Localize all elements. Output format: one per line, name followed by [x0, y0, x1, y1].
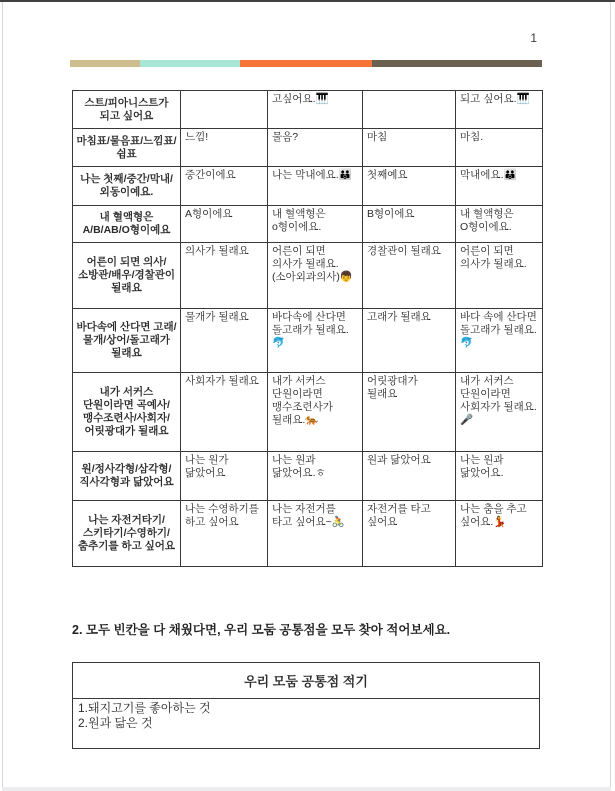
- table-cell: 경찰관이 될래요: [363, 243, 456, 309]
- table-cell: 물개가 될래요: [181, 309, 268, 373]
- table-row: [73, 699, 540, 749]
- row-header-cell: 나는 자전거타기/스키타기/수영하기/춤추기를 하고 싶어요: [73, 501, 181, 567]
- row-header-cell: 마침표/물음표/느낌표/쉼표: [73, 129, 181, 167]
- table-cell: 고싶어요.🎹: [268, 91, 363, 129]
- accent-bar-segment: [140, 60, 240, 67]
- table-row: [73, 206, 543, 243]
- table-cell: 바다속에 산다면 돌고래가 될래요.🐬: [268, 309, 363, 373]
- table-cell: 나는 원가 닮았어요: [181, 452, 268, 501]
- row-header-cell: 바다속에 산다면 고래/물개/상어/돌고래가 될래요: [73, 309, 181, 373]
- table-row: [73, 243, 543, 309]
- table-cell: 어른이 되면 의사가 될래요.: [456, 243, 543, 309]
- table-row: [73, 309, 543, 373]
- table-cell: 고래가 될래요: [363, 309, 456, 373]
- table-cell: 나는 원과 닮았어요.ㅎ: [268, 452, 363, 501]
- summary-table: [72, 662, 540, 749]
- table-cell: 마침.: [456, 129, 543, 167]
- table-cell: [181, 91, 268, 129]
- accent-bar-segment: [70, 60, 140, 67]
- table-row: [73, 91, 543, 129]
- table-row: [73, 501, 543, 567]
- table-cell: 내가 서커스 단원이라면 사회자가 될래요.🎤: [456, 373, 543, 452]
- table-cell: 막내에요.👪: [456, 167, 543, 206]
- table-cell: 바다 속에 산다면 돌고래가 될래요.🐬: [456, 309, 543, 373]
- row-header-cell: 내가 서커스 단원이라면 곡예사/맹수조련사/사회자/어릿광대가 될래요: [73, 373, 181, 452]
- row-header-cell: 내 혈액형은 A/B/AB/O형이예요: [73, 206, 181, 243]
- table-cell: 나는 자전거를 타고 싶어요~🚴: [268, 501, 363, 567]
- table-row: [73, 373, 543, 452]
- table-cell: 내가 서커스 단원이라면 맹수조련사가 될래요.🐅: [268, 373, 363, 452]
- table-cell: [363, 91, 456, 129]
- table-cell: 나는 수영하기를 하고 싶어요: [181, 501, 268, 567]
- table-cell: A형이에요: [181, 206, 268, 243]
- table-cell: B형이에요: [363, 206, 456, 243]
- table-cell: 사회자가 될래요: [181, 373, 268, 452]
- table-cell: 자전거를 타고 싶어요: [363, 501, 456, 567]
- summary-line: 2.원과 닮은 것: [78, 716, 153, 730]
- table-cell: 되고 싶어요.🎹: [456, 91, 543, 129]
- row-header-cell: 원/정사각형/삼각형/직사각형과 닮았어요: [73, 452, 181, 501]
- table-cell: 원과 닮았어요: [363, 452, 456, 501]
- summary-table-title: 우리 모둠 공통점 적기: [73, 663, 540, 699]
- summary-table-body: [73, 699, 540, 749]
- row-header-cell: 나는 첫째/중간/막내/외동이예요.: [73, 167, 181, 206]
- row-header-cell: 스트/피아니스트가 되고 싶어요: [73, 91, 181, 129]
- table-row: [73, 167, 543, 206]
- page-edge-bottom: [2, 787, 611, 791]
- table-cell: 내 혈액형은 o형이에요.: [268, 206, 363, 243]
- table-cell: 마침: [363, 129, 456, 167]
- table-cell: 물음?: [268, 129, 363, 167]
- table-row: [73, 129, 543, 167]
- table-cell: 어릿광대가 될래요: [363, 373, 456, 452]
- table-cell: 중간이에요: [181, 167, 268, 206]
- section-heading: 2. 모두 빈칸을 다 채웠다면, 우리 모둠 공통점을 모두 찾아 적어보세요.: [72, 623, 451, 637]
- page-number: 1: [530, 31, 537, 45]
- table-cell: 의사가 될래요: [181, 243, 268, 309]
- bingo-table: [72, 90, 543, 567]
- page-edge-left: [2, 2, 3, 791]
- page-edge-right: [610, 2, 611, 791]
- table-cell: 어른이 되면 의사가 될래요.(소아외과의사)👦: [268, 243, 363, 309]
- accent-bar-segment: [240, 60, 372, 67]
- table-cell: 나는 원과 닮았어요.: [456, 452, 543, 501]
- table-cell: 첫째예요: [363, 167, 456, 206]
- table-row: [73, 452, 543, 501]
- summary-line: 1.돼지고기를 좋아하는 것: [78, 701, 211, 715]
- accent-bar: [70, 60, 542, 67]
- row-header-cell: 어른이 되면 의사/소방관/배우/경찰관이 될래요: [73, 243, 181, 309]
- table-cell: 느낌!: [181, 129, 268, 167]
- table-cell: 내 혈액형은 O형이에요.: [456, 206, 543, 243]
- table-cell: 나는 춤을 추고 싶어요.💃: [456, 501, 543, 567]
- table-row: [73, 663, 540, 699]
- table-cell: 나는 막내에요.👪: [268, 167, 363, 206]
- accent-bar-segment: [372, 60, 542, 67]
